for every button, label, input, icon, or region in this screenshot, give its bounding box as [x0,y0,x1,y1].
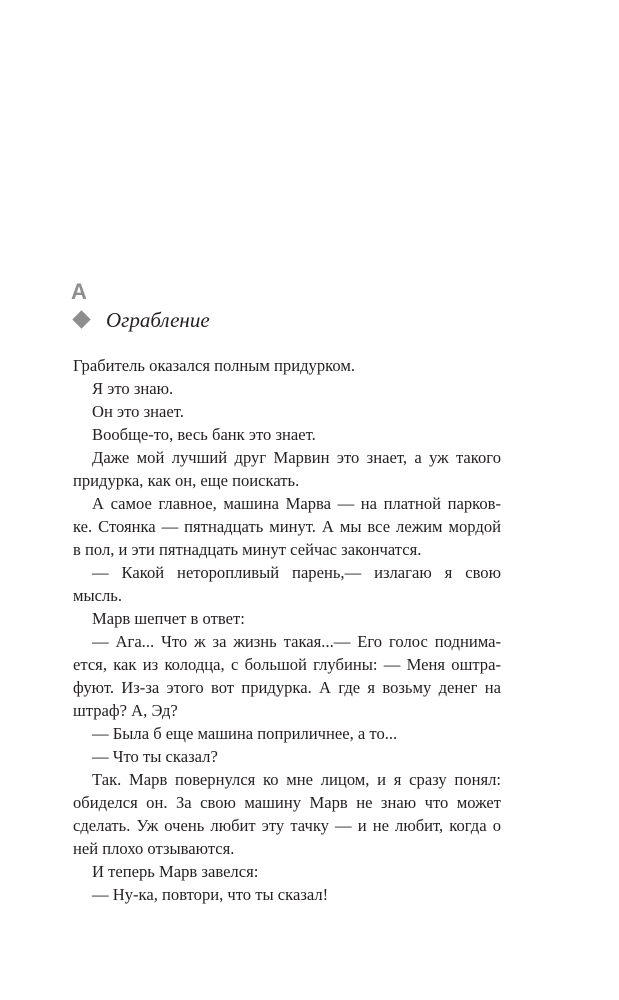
text-line: ется, как из колодца, с большой глубины: — Меня оштра- [73,655,501,674]
text-line: Вообще-то, весь банк это знает. [92,425,316,444]
text-line: Так. Марв повернулся ко мне лицом, и я сразу понял: [92,770,501,789]
text-line: сделать. Уж очень любит эту тачку — и не любит, когда о [73,816,501,835]
text-line: — Какой неторопливый парень,— излагаю я свою [92,563,501,582]
text-line: фуют. Из-за этого вот придурка. А где я возьму денег на [73,678,501,697]
text-line: Даже мой лучший друг Марвин это знает, а уж такого [92,448,501,467]
text-line: А самое главное, машина Марва — на платной парков- [92,494,501,513]
text-line: — Ага... Что ж за жизнь такая...— Его голос поднима- [92,632,501,651]
text-line: — Что ты сказал? [92,747,218,766]
body-text [73,354,501,906]
text-line: — Была б еще машина поприличнее, а то... [92,724,398,743]
text-line: штраф? А, Эд? [73,701,178,720]
text-line: И теперь Марв завелся: [92,862,259,881]
diamond-ornament-icon [72,310,90,328]
text-line: мысль. [73,586,123,605]
text-line: Марв шепчет в ответ: [92,609,245,628]
text-line: Он это знает. [92,402,184,421]
text-line: — Ну-ка, повтори, что ты сказал! [92,885,329,904]
text-line: обиделся он. За свою машину Марв не знаю что может [73,793,501,812]
text-line: Я это знаю. [92,379,174,398]
text-line: Грабитель оказался полным придурком. [73,356,355,375]
text-line: ней плохо отзываются. [73,839,235,858]
text-line: ке. Стоянка — пятнадцать минут. А мы все лежим мордой [73,517,501,536]
text-line: в пол, и эти пятнадцать минут сейчас закончатся. [73,540,422,559]
text-line: придурка, как он, еще поискать. [73,471,300,490]
section-letter: А [71,279,87,304]
chapter-title: Ограбление [106,308,210,332]
